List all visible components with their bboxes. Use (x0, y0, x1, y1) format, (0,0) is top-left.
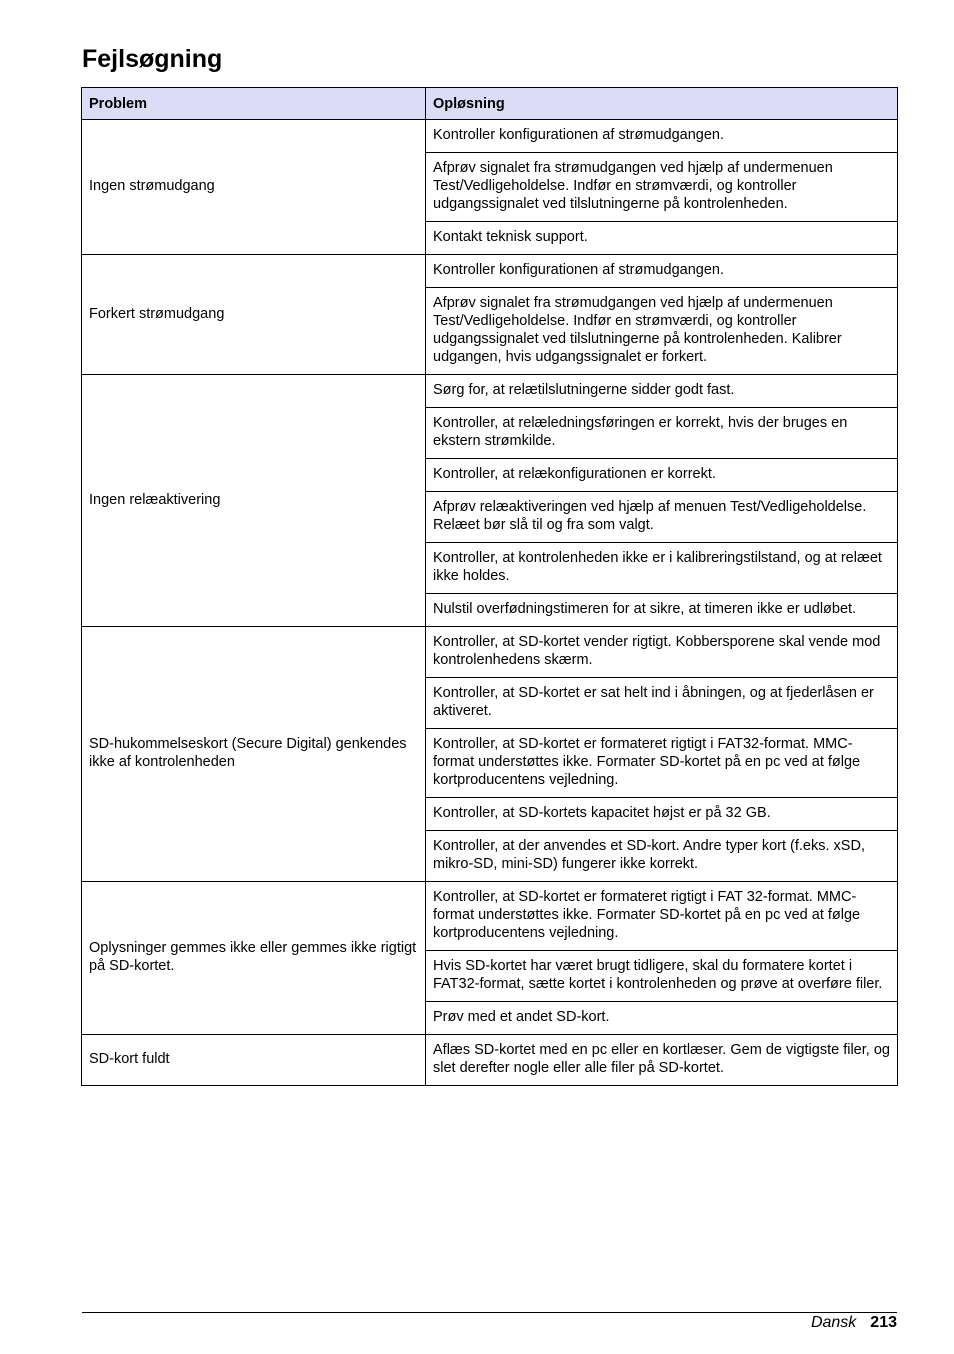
problem-cell: SD-hukommelseskort (Secure Digital) genkendes ikke af kontrolenheden (82, 627, 426, 882)
problem-cell: Ingen relæaktivering (82, 375, 426, 627)
table-row (82, 627, 898, 678)
solution-cell: Prøv med et andet SD-kort. (426, 1002, 898, 1035)
page-footer (811, 1313, 897, 1333)
footer-language: Dansk (810, 1314, 857, 1331)
table-row (82, 375, 898, 408)
solution-cell: Kontroller, at relækonfigurationen er korrekt. (426, 459, 898, 492)
solution-cell: Kontroller, at SD-kortet er sat helt ind i åbningen, og at fjederlåsen er aktiveret. (426, 678, 898, 729)
solution-cell: Sørg for, at relætilslutningerne sidder godt fast. (426, 375, 898, 408)
solution-cell: Hvis SD-kortet har været brugt tidligere, skal du formatere kortet i FAT32-format, sætte kortet i kontrolenheden og prøve at overføre filer. (426, 951, 898, 1002)
solution-cell: Kontroller, at kontrolenheden ikke er i kalibreringstilstand, og at relæet ikke holdes. (426, 543, 898, 594)
solution-cell: Kontroller konfigurationen af strømudgangen. (426, 120, 898, 153)
table-row (82, 255, 898, 288)
solution-cell: Afprøv signalet fra strømudgangen ved hjælp af undermenuen Test/Vedligeholdelse. Indfør en strømværdi, og kontroller udgangssignalet ved tilslutningerne på kontrolenheden. (426, 153, 898, 222)
problem-cell: Oplysninger gemmes ikke eller gemmes ikke rigtigt på SD-kortet. (82, 882, 426, 1035)
problem-cell: Forkert strømudgang (82, 255, 426, 375)
solution-cell: Kontroller, at relæledningsføringen er korrekt, hvis der bruges en ekstern strømkilde. (426, 408, 898, 459)
solution-cell: Nulstil overfødningstimeren for at sikre, at timeren ikke er udløbet. (426, 594, 898, 627)
solution-cell: Kontroller, at SD-kortet er formateret rigtigt i FAT32-format. MMC-format understøttes ikke. Formater SD-kortet på en pc ved at følge kortproducentens vejledning. (426, 729, 898, 798)
table-body (82, 120, 898, 1086)
solution-cell: Kontroller, at SD-kortet er formateret rigtigt i FAT 32-format. MMC-format understøttes ikke. Formater SD-kortet på en pc ved at følge kortproducentens vejledning. (426, 882, 898, 951)
troubleshooting-table (81, 87, 898, 1086)
solution-cell: Kontroller konfigurationen af strømudgangen. (426, 255, 898, 288)
problem-cell: Ingen strømudgang (82, 120, 426, 255)
solution-cell: Kontroller, at der anvendes et SD-kort. Andre typer kort (f.eks. xSD, mikro-SD, mini-SD) fungerer ikke korrekt. (426, 831, 898, 882)
page-title: Fejlsøgning (82, 45, 223, 73)
table-row (82, 882, 898, 951)
solution-cell: Aflæs SD-kortet med en pc eller en kortlæser. Gem de vigtigste filer, og slet derefter nogle eller alle filer på SD-kortet. (426, 1035, 898, 1086)
solution-cell: Kontakt teknisk support. (426, 222, 898, 255)
solution-cell: Kontroller, at SD-kortets kapacitet højst er på 32 GB. (426, 798, 898, 831)
problem-cell: SD-kort fuldt (82, 1035, 426, 1086)
solution-cell: Afprøv signalet fra strømudgangen ved hjælp af undermenuen Test/Vedligeholdelse. Indfør en strømværdi, og kontroller udgangssignalet ved tilslutningerne på kontrolenheden. Kalibrer udgangen, hvis udgangssignalet er forkert. (426, 288, 898, 375)
column-header-problem: Problem (82, 88, 426, 120)
solution-cell: Kontroller, at SD-kortet vender rigtigt. Kobbersporene skal vende mod kontrolenhedens skærm. (426, 627, 898, 678)
table-row (82, 1035, 898, 1086)
table-header-row (82, 88, 898, 120)
column-header-solution: Opløsning (426, 88, 898, 120)
footer-divider (82, 1312, 897, 1313)
page-number: 213 (870, 1314, 897, 1331)
solution-cell: Afprøv relæaktiveringen ved hjælp af menuen Test/Vedligeholdelse. Relæet bør slå til og fra som valgt. (426, 492, 898, 543)
table-row (82, 120, 898, 153)
